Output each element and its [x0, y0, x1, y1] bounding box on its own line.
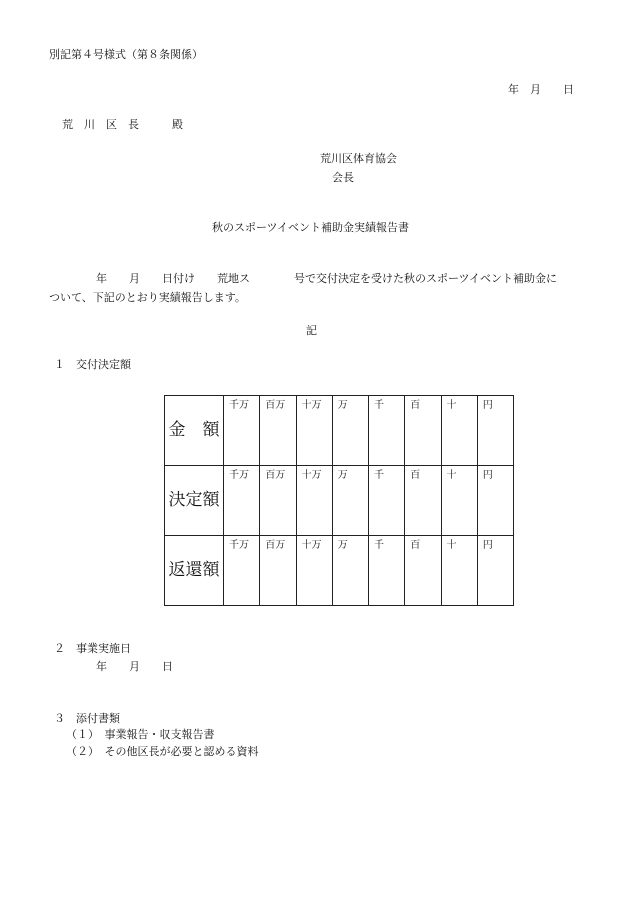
section-1-heading: １ 交付決定額 — [54, 358, 131, 371]
digit-unit: 万 — [332, 466, 368, 536]
digit-unit: 百 — [405, 396, 441, 466]
digit-unit: 十 — [441, 396, 477, 466]
digit-unit: 十 — [441, 466, 477, 536]
row-label-decided: 決定額 — [165, 466, 224, 536]
attachment-item: （２） その他区長が必要と認める資料 — [66, 745, 259, 758]
digit-unit: 万 — [332, 396, 368, 466]
digit-unit: 円 — [477, 396, 513, 466]
ki-marker: 記 — [306, 324, 317, 337]
digit-unit: 千万 — [224, 466, 260, 536]
digit-unit: 百 — [405, 536, 441, 606]
digit-unit: 円 — [477, 536, 513, 606]
digit-unit: 円 — [477, 466, 513, 536]
digit-unit: 十万 — [296, 536, 332, 606]
amount-table — [164, 395, 514, 606]
row-label-amount: 金 額 — [165, 396, 224, 466]
table-row — [165, 396, 514, 466]
chairperson-label: 会長 — [332, 171, 354, 184]
section-2-heading: ２ 事業実施日 — [54, 642, 131, 655]
attachment-item: （１） 事業報告・収支報告書 — [66, 728, 215, 741]
digit-unit: 百万 — [260, 466, 296, 536]
digit-unit: 十 — [441, 536, 477, 606]
addressee: 荒 川 区 長 殿 — [62, 118, 183, 131]
document-title: 秋のスポーツイベント補助金実績報告書 — [212, 221, 410, 234]
digit-unit: 千 — [369, 396, 405, 466]
date-line: 年 月 日 — [508, 83, 574, 96]
table-row — [165, 536, 514, 606]
organization-name: 荒川区体育協会 — [320, 152, 397, 165]
digit-unit: 十万 — [296, 466, 332, 536]
event-date-line: 年 月 日 — [96, 660, 173, 673]
digit-unit: 百万 — [260, 536, 296, 606]
form-number: 別記第４号様式（第８条関係） — [49, 48, 203, 61]
row-label-refund: 返還額 — [165, 536, 224, 606]
body-text-line-1: 年 月 日付け 荒地ス 号で交付決定を受けた秋のスポーツイベント補助金に — [96, 272, 558, 285]
digit-unit: 千万 — [224, 536, 260, 606]
digit-unit: 千 — [369, 466, 405, 536]
digit-unit: 千万 — [224, 396, 260, 466]
section-3-heading: ３ 添付書類 — [54, 712, 120, 725]
digit-unit: 万 — [332, 536, 368, 606]
digit-unit: 十万 — [296, 396, 332, 466]
digit-unit: 千 — [369, 536, 405, 606]
digit-unit: 百 — [405, 466, 441, 536]
digit-unit: 百万 — [260, 396, 296, 466]
body-text-line-2: ついて、下記のとおり実績報告します。 — [49, 291, 246, 304]
table-row — [165, 466, 514, 536]
